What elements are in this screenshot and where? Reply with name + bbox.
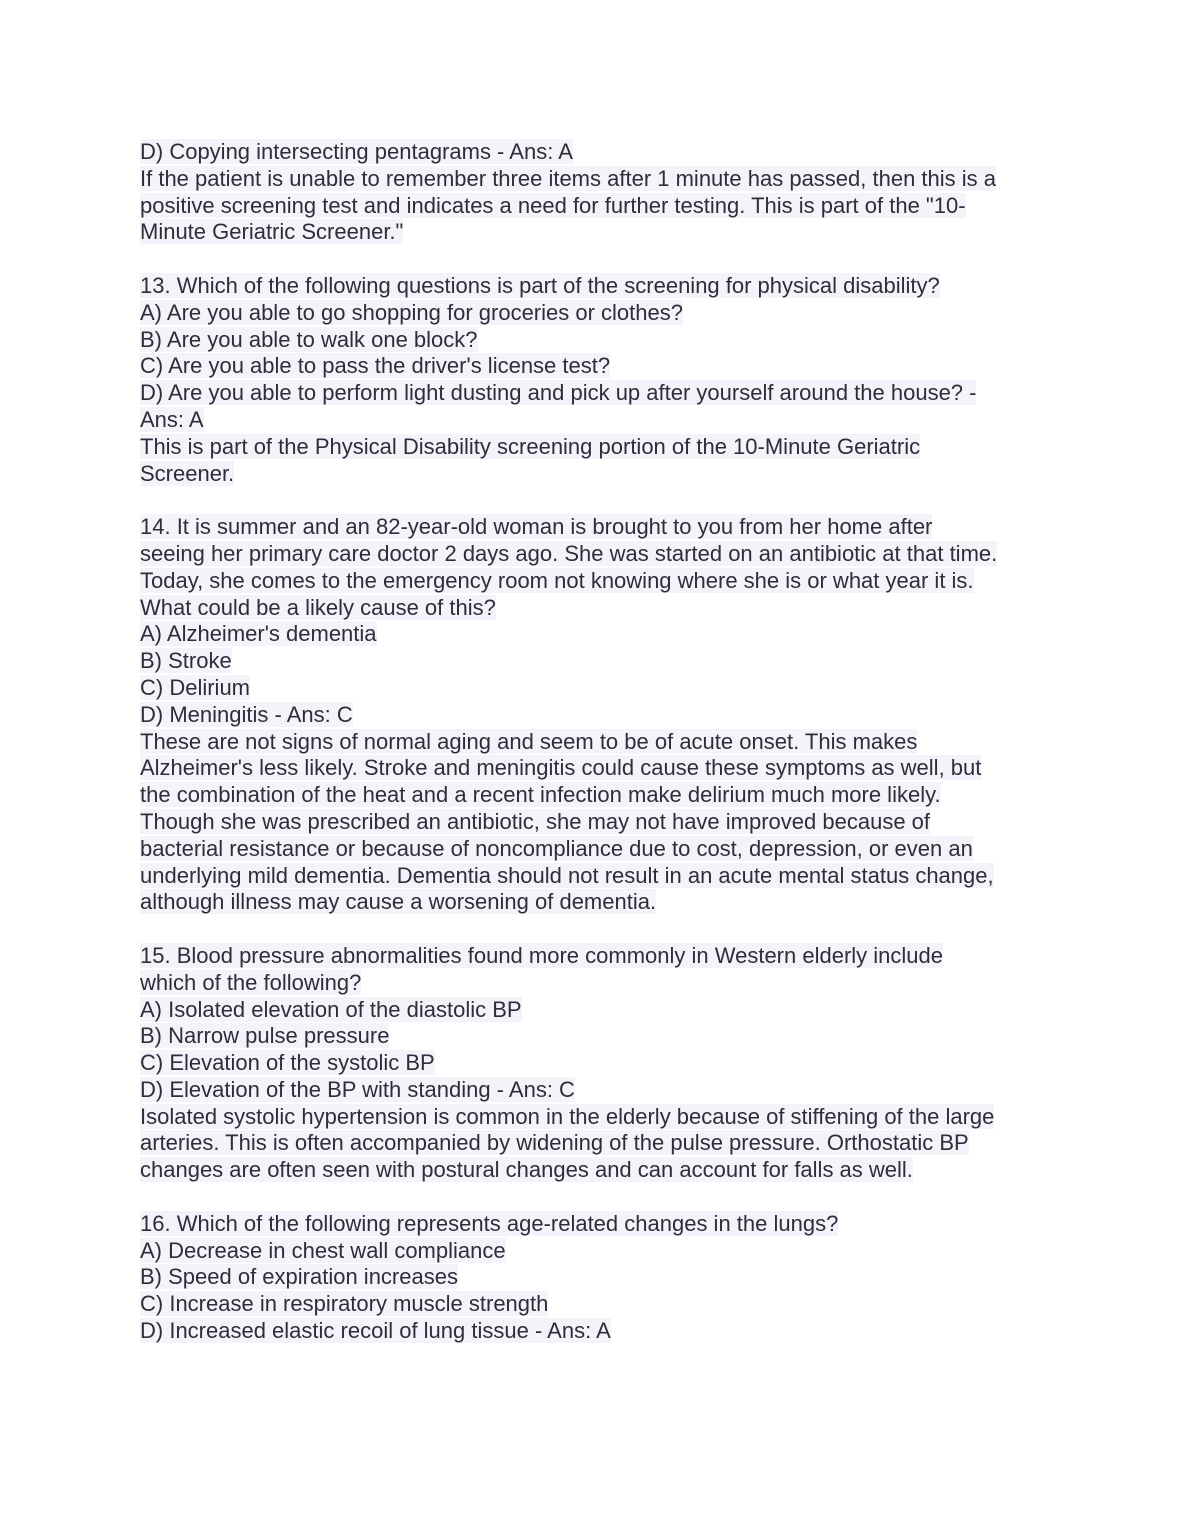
option-d: D) Increased elastic recoil of lung tissue - Ans: A bbox=[140, 1318, 611, 1344]
option-c: C) Delirium bbox=[140, 674, 250, 700]
explanation-text: underlying mild dementia. Dementia should not result in an acute mental status change, bbox=[140, 862, 994, 888]
option-a: A) Alzheimer's dementia bbox=[140, 621, 377, 647]
question-text: which of the following? bbox=[140, 969, 362, 995]
explanation-text: This is part of the Physical Disability screening portion of the 10-Minute Geriatric bbox=[140, 433, 921, 459]
block-question-16 bbox=[140, 1211, 1060, 1345]
text-line: Minute Geriatric Screener." bbox=[140, 219, 404, 245]
paragraph-gap bbox=[140, 916, 1060, 943]
question-text: What could be a likely cause of this? bbox=[140, 594, 496, 620]
option-d: D) Meningitis - Ans: C bbox=[140, 701, 353, 727]
explanation-text: arteries. This is often accompanied by widening of the pulse pressure. Orthostatic BP bbox=[140, 1130, 969, 1156]
document-page bbox=[140, 139, 1060, 1345]
paragraph-gap bbox=[140, 246, 1060, 273]
text-line: If the patient is unable to remember three items after 1 minute has passed, then this is a bbox=[140, 165, 997, 191]
explanation-text: changes are often seen with postural changes and can account for falls as well. bbox=[140, 1157, 913, 1183]
option-a: A) Isolated elevation of the diastolic BP bbox=[140, 996, 522, 1022]
option-c: C) Are you able to pass the driver's license test? bbox=[140, 353, 611, 379]
block-question-13 bbox=[140, 273, 1060, 487]
explanation-text: Isolated systolic hypertension is common in the elderly because of stiffening of the large bbox=[140, 1103, 995, 1129]
option-a: A) Are you able to go shopping for groceries or clothes? bbox=[140, 299, 683, 325]
option-b: B) Narrow pulse pressure bbox=[140, 1023, 390, 1049]
option-c: C) Elevation of the systolic BP bbox=[140, 1050, 435, 1076]
question-text: Today, she comes to the emergency room not knowing where she is or what year it is. bbox=[140, 567, 974, 593]
option-a: A) Decrease in chest wall compliance bbox=[140, 1237, 506, 1263]
option-b: B) Speed of expiration increases bbox=[140, 1264, 458, 1290]
option-b: B) Stroke bbox=[140, 648, 232, 674]
explanation-text: although illness may cause a worsening of dementia. bbox=[140, 889, 657, 915]
option-c: C) Increase in respiratory muscle strength bbox=[140, 1291, 549, 1317]
text-line: positive screening test and indicates a need for further testing. This is part of the "10- bbox=[140, 192, 966, 218]
question-text: 13. Which of the following questions is part of the screening for physical disability? bbox=[140, 272, 940, 298]
explanation-text: the combination of the heat and a recent infection make delirium much more likely. bbox=[140, 782, 941, 808]
explanation-text: Though she was prescribed an antibiotic, she may not have improved because of bbox=[140, 808, 931, 834]
question-text: seeing her primary care doctor 2 days ago. She was started on an antibiotic at that time. bbox=[140, 540, 998, 566]
explanation-text: These are not signs of normal aging and seem to be of acute onset. This makes bbox=[140, 728, 918, 754]
explanation-text: Alzheimer's less likely. Stroke and meningitis could cause these symptoms as well, but bbox=[140, 755, 982, 781]
question-text: 15. Blood pressure abnormalities found more commonly in Western elderly include bbox=[140, 942, 943, 968]
question-text: 14. It is summer and an 82-year-old woman is brought to you from her home after bbox=[140, 514, 933, 540]
option-b: B) Are you able to walk one block? bbox=[140, 326, 478, 352]
block-q12-answer bbox=[140, 139, 1060, 246]
option-d: D) Are you able to perform light dusting and pick up after yourself around the house? - bbox=[140, 380, 977, 406]
option-d: D) Elevation of the BP with standing - Ans: C bbox=[140, 1076, 575, 1102]
answer-text: Ans: A bbox=[140, 406, 204, 432]
question-text: 16. Which of the following represents age-related changes in the lungs? bbox=[140, 1210, 839, 1236]
paragraph-gap bbox=[140, 487, 1060, 514]
block-question-15 bbox=[140, 943, 1060, 1184]
paragraph-gap bbox=[140, 1184, 1060, 1211]
block-question-14 bbox=[140, 514, 1060, 916]
explanation-text: bacterial resistance or because of noncompliance due to cost, depression, or even an bbox=[140, 835, 973, 861]
text-line: D) Copying intersecting pentagrams - Ans: A bbox=[140, 139, 573, 164]
explanation-text: Screener. bbox=[140, 460, 235, 486]
